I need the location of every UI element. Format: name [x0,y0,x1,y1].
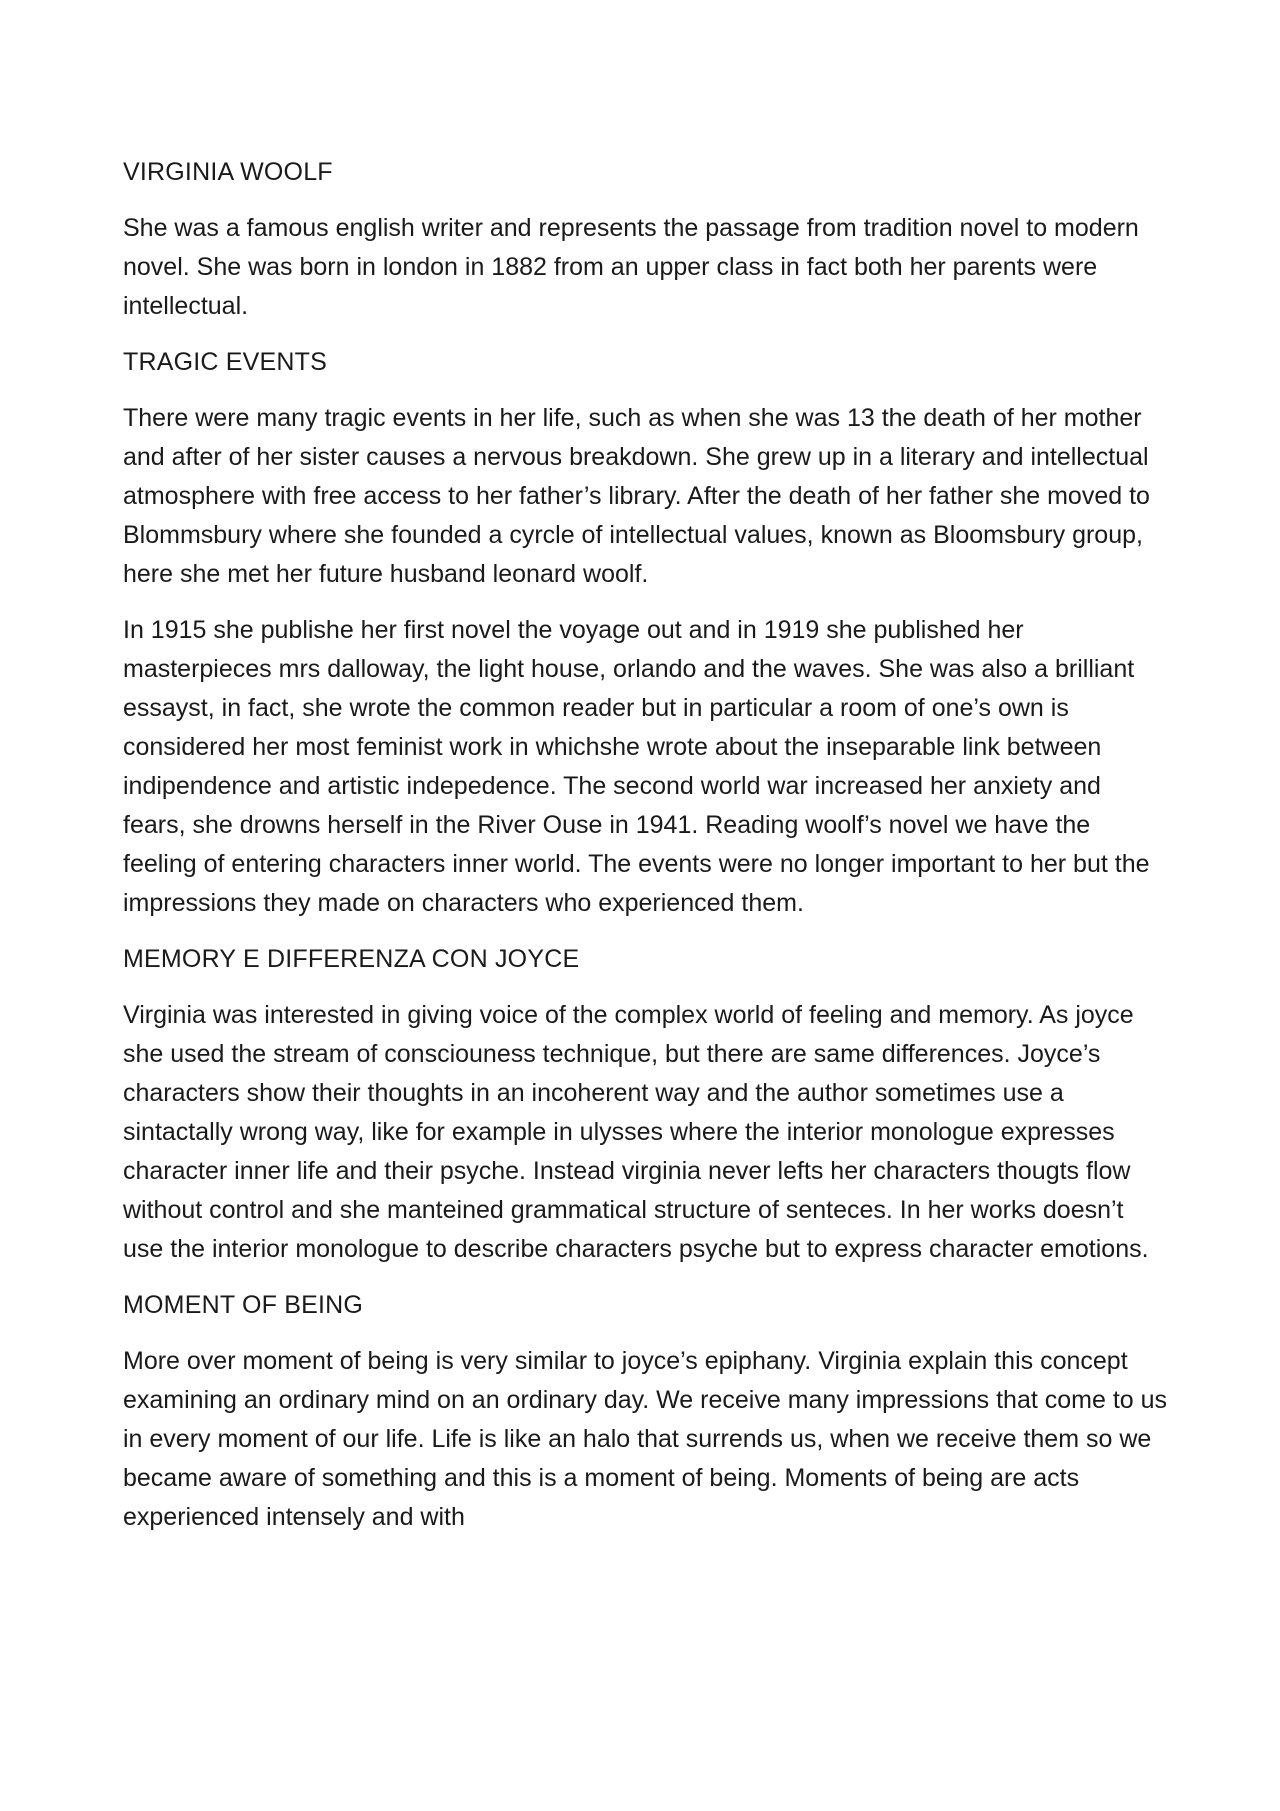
section-heading: TRAGIC EVENTS [123,348,328,376]
paragraph: In 1915 she publishe her first novel the voyage out and in 1919 she published her masterpieces mrs dalloway, the light house, orlando and the waves. She was also a brilliant essayst, in fact, she wrote the common reader but in particular a room of one’s own is considered her most feminist work in whichshe wrote about the inseparable link between indipendence and artistic indepedence. The second world war increased her anxiety and fears, she drowns herself in the River Ouse in 1941. Reading woolf’s novel we have the feeling of entering characters inner world. The events were no longer important to her but the impressions they made on characters who experienced them. [123,616,1150,917]
paragraph: She was a famous english writer and represents the passage from tradition novel to modern novel. She was born in london in 1882 from an upper class in fact both her parents were intellectual. [123,214,1139,320]
section-heading: MOMENT OF BEING [123,1291,364,1319]
paragraph: More over moment of being is very similar to joyce’s epiphany. Virginia explain this concept examining an ordinary mind on an ordinary day. We receive many impressions that come to us in every moment of our life. Life is like an halo that surrends us, when we receive them so we became aware of something and this is a moment of being. Moments of being are acts experienced intensely and with [123,1347,1168,1531]
section-memory-differenza-con-joyce [123,940,1168,1269]
section-virginia-woolf [123,153,1168,326]
document-page [123,153,1168,1554]
section-heading: VIRGINIA WOOLF [123,158,333,186]
paragraph: There were many tragic events in her life, such as when she was 13 the death of her mother and after of her sister causes a nervous breakdown. She grew up in a literary and intellectual atmosphere with free access to her father’s library. After the death of her father she moved to Blommsbury where she founded a cyrcle of intellectual values, known as Bloomsbury group, here she met her future husband leonard woolf. [123,404,1150,588]
section-heading: MEMORY E DIFFERENZA CON JOYCE [123,945,580,973]
paragraph: Virginia was interested in giving voice of the complex world of feeling and memory. As joyce she used the stream of consciouness technique, but there are same differences. Joyce’s characters show their thoughts in an incoherent way and the author sometimes use a sintactally wrong way, like for example in ulysses where the interior monologue expresses character inner life and their psyche. Instead virginia never lefts her characters thougts flow without control and she manteined grammatical structure of senteces. In her works doesn’t use the interior monologue to describe characters psyche but to express character emotions. [123,1001,1149,1263]
section-moment-of-being [123,1286,1168,1537]
section-tragic-events [123,343,1168,923]
